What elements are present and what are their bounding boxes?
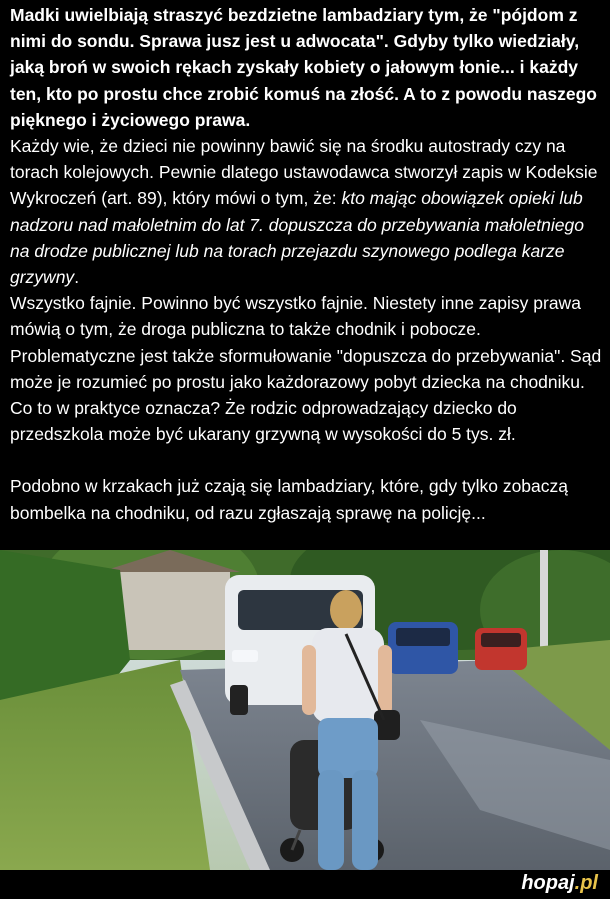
post-text <box>10 2 608 526</box>
brand-name: hopaj <box>521 872 575 894</box>
post-paragraph-1 <box>10 133 608 290</box>
footer-bar <box>0 870 610 899</box>
post-paragraph-4: Podobno w krzakach już czają się lambadziary, które, gdy tylko zobaczą bombelka na chodniku, od razu zgłaszają sprawę na policję... <box>10 476 569 523</box>
post-paragraph-2: Wszystko fajnie. Powinno być wszystko fajnie. Niestety inne zapisy prawa mówią o tym, że droga publiczna to także chodnik i pobocze. Problematyczne jest także sformułowanie "dopuszcza do przebywania". Sąd może je rozumieć po prostu jako każdorazowy pobyt dziecka na chodniku. <box>10 293 602 392</box>
paragraph-1-text: Każdy wie, że dzieci nie powinny bawić się na środku autostrady czy na torach kolejowych. Pewnie dlatego ustawodawca stworzył zapis w Kodeksie Wykroczeń (art. 89), który mówi o tym, że: <box>10 136 598 209</box>
brand-tld: .pl <box>574 872 598 894</box>
law-quote: kto mając obowiązek opieki lub nadzoru nad małoletnim do lat 7. dopuszcza do przebywania małoletniego na drodze publicznej lub na torach przejazdu szynowego podlega karze grzywny <box>10 188 584 288</box>
post-paragraph-3: Co to w praktyce oznacza? Że rodzic odprowadzający dziecko do przedszkola może być ukarany grzywną w wysokości do 5 tys. zł. <box>10 398 517 445</box>
hopaj-logo[interactable] <box>521 872 598 895</box>
paragraph-1-end: . <box>74 267 80 288</box>
paragraph-gap <box>10 447 608 473</box>
street-photo <box>0 550 610 870</box>
post-headline: Madki uwielbiają straszyć bezdzietne lambadziary tym, że "pójdom z nimi do sondu. Sprawa jusz jest u adwocata". Gdyby tylko wiedziały, jaką broń w swoich rękach zyskały kobiety o jałowym łonie... i każdy ten, kto po prostu chce zrobić komuś na złość. A to z powodu naszego pięknego i życiowego prawa. <box>10 5 597 130</box>
street-photo-image <box>0 550 610 870</box>
